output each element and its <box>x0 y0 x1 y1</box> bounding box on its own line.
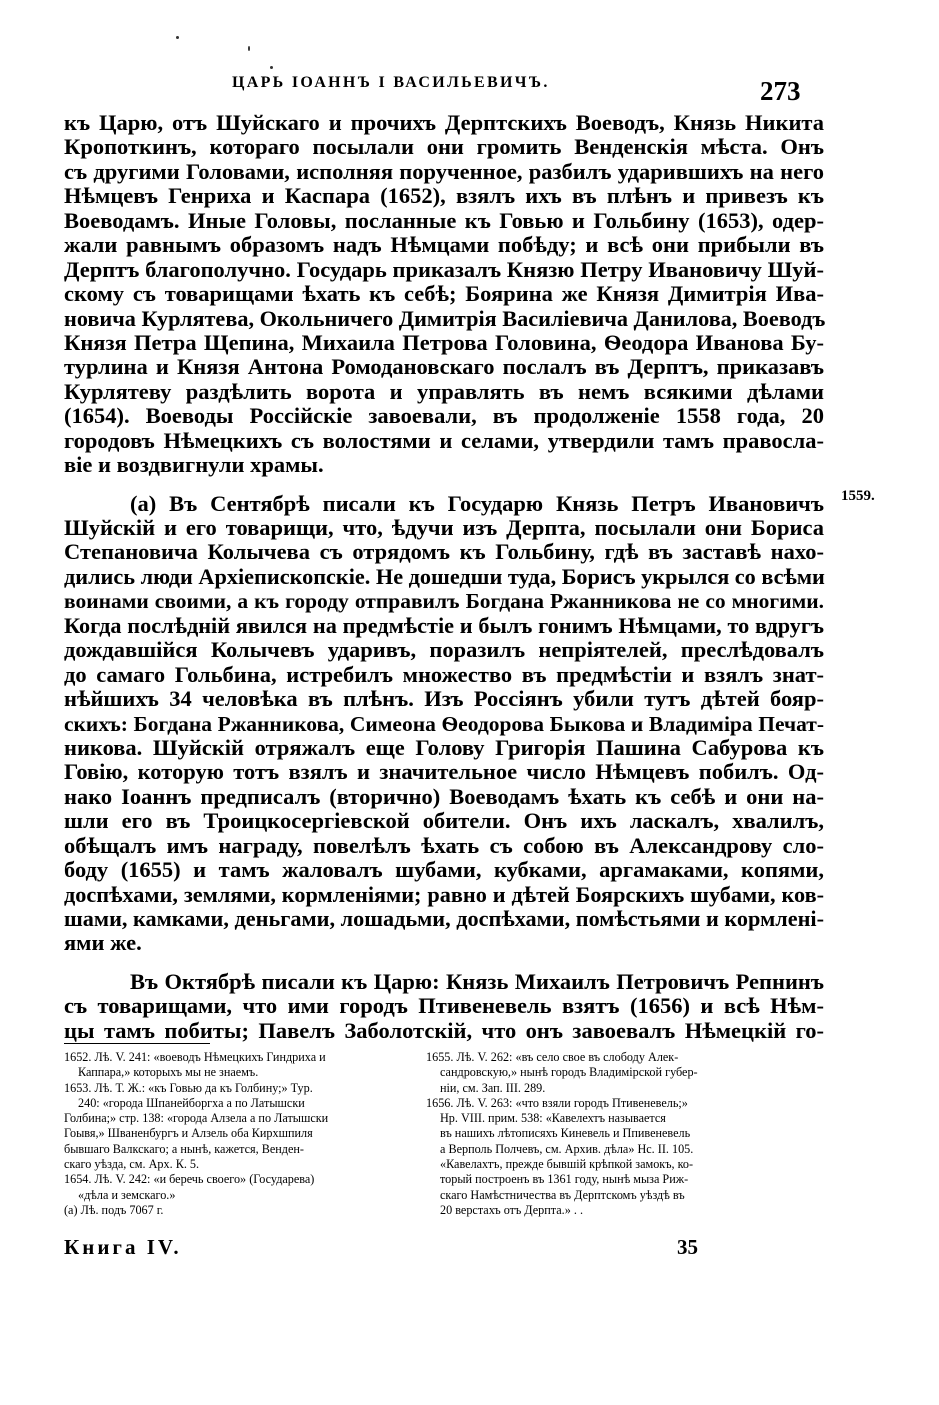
text-line: новича Курлятева, Окольничего Димитрія Василіевича Данилова, Воеводъ <box>64 305 826 331</box>
text-line: ями же. <box>64 930 142 956</box>
text-line: съ другими Головами, исполняя порученное, разбилъ ударившихъ на него <box>64 158 824 184</box>
text-line: скому съ товарищами ѣхать къ себѣ; Боярина же Князя Димитрія Ива- <box>64 281 824 307</box>
sheet-number: 35 <box>677 1235 698 1259</box>
page-number: 273 <box>760 76 801 106</box>
footnote-line: 1656. Лѣ. V. 263: «что взяли городъ Птивеневель;» <box>426 1095 688 1110</box>
text-line: Шуйскій и его товарищи, что, ѣдучи изъ Дерпта, посылали они Бориса <box>64 515 824 540</box>
text-line: турлина и Князя Антона Ромодановскаго послалъ въ Дерптъ, приказавъ <box>64 354 824 380</box>
text-line: (1654). Воеводы Россійскіе завоевали, въ продолженіе 1558 года, 20 <box>64 403 824 429</box>
print-speck <box>270 66 273 69</box>
paragraph-spacer <box>64 478 824 492</box>
footnote-line: 20 верстахъ отъ Дерпта.» . . <box>440 1202 584 1217</box>
text-line: нѣйшихъ 34 человѣка въ плѣнъ. Изъ Россіянъ убили тутъ дѣтей бояр- <box>64 686 824 712</box>
paragraph-1 <box>64 111 824 478</box>
footnote-separator <box>64 1043 210 1044</box>
text-line: Дерптъ благополучно. Государь приказалъ Князю Петру Ивановичу Шуй- <box>64 256 824 282</box>
footnote-line: а Верполь Полчевъ, см. Архив. дѣла» Нс. II. 105. <box>440 1141 694 1156</box>
text-line: Воеводамъ. Иные Головы, посланные къ Говью и Гольбину (1653), одер- <box>64 207 824 233</box>
footnote-line: торый построенъ въ 1361 году, нынѣ мыза Риж- <box>440 1172 689 1187</box>
text-line: воинами своими, а къ городу отправилъ Богдана Ржанникова не со многими. <box>64 589 824 614</box>
text-line: дождавшійся Колычевъ ударивъ, поразилъ непріятелей, преслѣдовалъ <box>64 637 824 663</box>
text-line: къ Царю, отъ Шуйскаго и прочихъ Дерптскихъ Воеводъ, Князь Никита <box>64 110 824 135</box>
footnote-line: 1652. Лѣ. V. 241: «воеводъ Нѣмецкихъ Гиндриха и <box>64 1050 326 1064</box>
footnote-line: (а) Лѣ. подъ 7067 г. <box>64 1202 164 1217</box>
footnote-line: Нр. VIII. прим. 538: «Кавелехтъ называется <box>440 1111 666 1126</box>
footnotes-left-column <box>64 1050 424 1218</box>
text-line: городовъ Нѣмецкихъ съ волостями и селами, утвердили тамъ правосла- <box>64 427 824 453</box>
text-line: до самаго Гольбина, истребилъ множество въ предмѣстіи и взялъ знат- <box>64 661 824 687</box>
text-line: Степановича Колычева съ отрядомъ къ Гольбину, гдѣ въ заставѣ нахо- <box>64 539 824 565</box>
footnote-line: скаго уѣзда, см. Арх. К. 5. <box>64 1157 200 1172</box>
footnote-line: 1655. Лѣ. V. 262: «въ село свое въ слободу Алек- <box>426 1050 679 1064</box>
text-line: Въ Октябрѣ писали къ Царю: Князь Михаилъ Петровичъ Репнинъ <box>130 968 824 994</box>
footnotes-right-column <box>426 1050 790 1218</box>
printer-signature: Книга IV. <box>64 1235 182 1259</box>
text-line: съ товарищами, что ими городъ Птивеневель взятъ (1656) и всѣ Нѣм- <box>64 993 824 1019</box>
footnote-line: 1654. Лѣ. V. 242: «и беречь своего» (Государева) <box>64 1172 315 1187</box>
text-line: Князя Петра Щепина, Михаила Петрова Головина, Ѳеодора Иванова Бу- <box>64 329 824 355</box>
paragraph-2 <box>64 492 824 956</box>
text-line: віе и воздвигнули храмы. <box>64 452 324 478</box>
footnote-line: 1653. Лѣ. Т. Ж.: «къ Говью да къ Голбину;» Тур. <box>64 1080 313 1095</box>
text-line: боду (1655) и тамъ жаловалъ шубами, кубками, аргамаками, копями, <box>64 857 824 883</box>
margin-year-note: 1559. <box>841 488 875 504</box>
footnote-line: сандровскую,» нынѣ городъ Владимірской губер- <box>440 1065 698 1080</box>
running-title: ЦАРЬ ІОАННЪ І ВАСИЛЬЕВИЧЪ. <box>232 74 550 91</box>
text-line: шли его въ Троицкосергіевской обители. Онъ ихъ ласкалъ, хвалилъ, <box>64 808 824 834</box>
paragraph-3 <box>64 970 824 1043</box>
footnote-line: Гоывя,» Шваненбургъ и Алзель оба Кирхшпиля <box>64 1126 313 1141</box>
text-line: доспѣхами, землями, кормленіями; равно и дѣтей Боярскихъ шубами, ков- <box>64 881 824 907</box>
text-line: никова. Шуйскій отряжалъ еще Голову Григорія Пашина Сабурова къ <box>64 734 824 760</box>
footnote-line: Голбина;» стр. 138: «города Алзела а по Латышски <box>64 1111 329 1126</box>
footnote-line: скаго Намѣстничества въ Дерптскомъ уѣздѣ въ <box>440 1187 685 1202</box>
text-line: нако Іоаннъ предписалъ (вторично) Воеводамъ ѣхать къ себѣ и они на- <box>64 783 824 809</box>
print-speck <box>248 46 250 51</box>
footnote-line: Каппара,» которыхъ мы не знаемъ. <box>78 1065 259 1080</box>
footnote-line: «Кавелахтъ, прежде бывшій крѣпкой замокъ, ко- <box>440 1157 694 1172</box>
text-line: Нѣмцевъ Генриха и Каспара (1652), взялъ ихъ въ плѣнъ и привезъ къ <box>64 183 824 209</box>
text-line: Когда послѣдній явился на предмѣстіе и былъ гонимъ Нѣмцами, то вдругъ <box>64 612 824 638</box>
text-line: дились люди Архіепископскіе. Не дошедши туда, Борисъ укрылся со всѣми <box>64 563 825 589</box>
text-line: жали равнымъ образомъ надъ Нѣмцами побѣду; и всѣ они прибыли въ <box>64 232 824 258</box>
footnote-line: бывшаго Валкскаго; а нынѣ, кажется, Венден- <box>64 1141 304 1156</box>
footnote-line: 240: «города Шпанейборгха а по Латышски <box>78 1095 305 1110</box>
footnote-line: ніи, см. Зап. III. 289. <box>440 1080 546 1095</box>
text-line: (а) Въ Сентябрѣ писали къ Государю Князь Петръ Ивановичъ <box>130 490 824 516</box>
print-speck <box>176 36 179 39</box>
text-line: Курлятеву раздѣлить ворота и управлять въ немъ всякими дѣлами <box>64 378 824 404</box>
text-line: Говію, которую тотъ взялъ и значительное число Нѣмцевъ побилъ. Од- <box>64 759 824 785</box>
text-line: цы тамъ побиты; Павелъ Заболотскій, что онъ завоевалъ Нѣмецкій го- <box>64 1017 824 1043</box>
text-line: обѣщалъ имъ награду, повелѣлъ ѣхать съ собою въ Александрову сло- <box>64 832 824 858</box>
main-text <box>64 111 824 1043</box>
footnote-line: «дѣла и земскаго.» <box>78 1187 176 1202</box>
paragraph-spacer <box>64 956 824 970</box>
footnote-line: въ нашихъ лѣтописяхъ Киневель и Ппивеневель <box>440 1126 691 1141</box>
text-line: Кропоткинъ, котораго посылали они громить Венденскія мѣста. Онъ <box>64 134 824 160</box>
text-line: шами, камками, деньгами, лошадьми, доспѣхами, помѣстьями и кормлені- <box>64 906 824 931</box>
text-line: скихъ: Богдана Ржанникова, Симеона Ѳеодорова Быкова и Владиміра Печат- <box>64 711 824 736</box>
